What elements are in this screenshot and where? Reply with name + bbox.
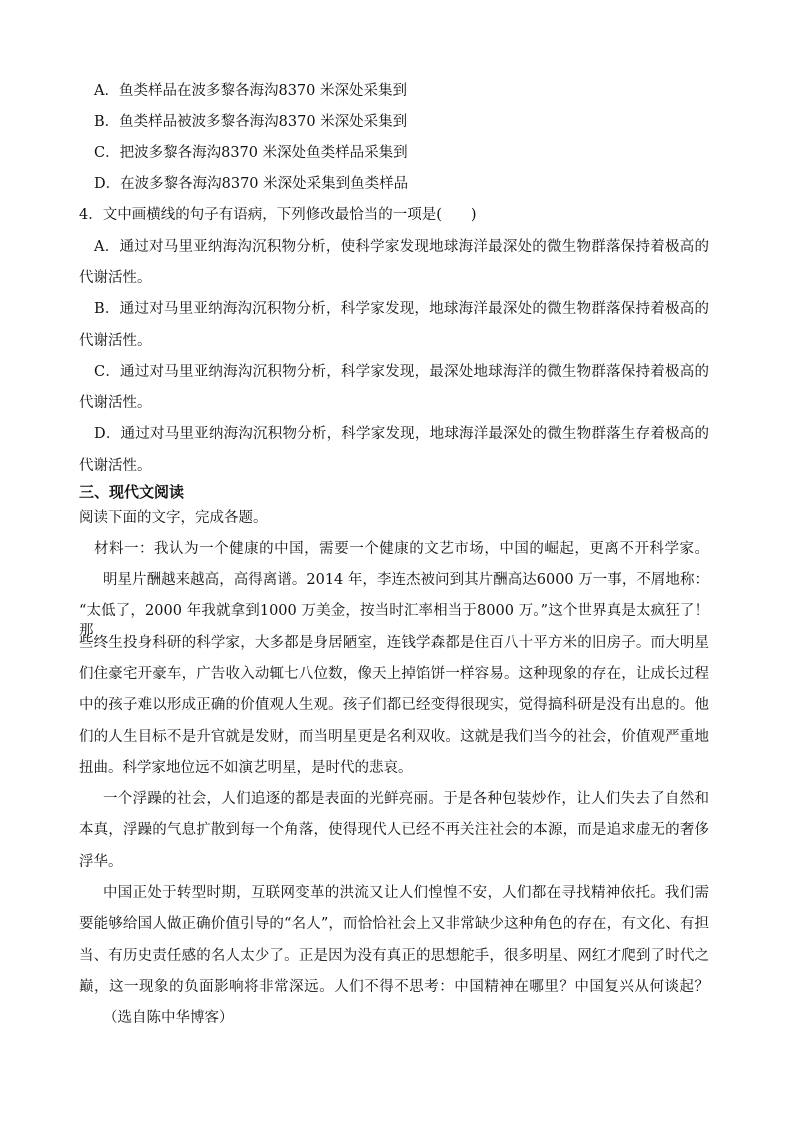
para1-line: 些终生投身科研的科学家，大多都是身居陋室，连钱学森都是住百八十平方米的旧房子。而大明星 <box>79 635 709 651</box>
q3-option-b: B．鱼类样品被波多黎各海沟8370 米深处采集到 <box>94 114 408 130</box>
para2-line: 浮华。 <box>79 854 123 870</box>
section-heading: 三、现代文阅读 <box>79 483 185 501</box>
para1-line: 中的孩子难以形成正确的价值观人生观。孩子们都已经变得很现实，觉得搞科研是没有出息的。他 <box>79 697 709 713</box>
source-citation: （选自陈中华博客） <box>103 1010 234 1026</box>
q4-option-c-line2: 代谢活性。 <box>79 395 152 411</box>
para3-line: 当、有历史责任感的名人太少了。正是因为没有真正的思想舵手，很多明星、网红才爬到了时代之 <box>79 948 709 964</box>
q4-option-b-line2: 代谢活性。 <box>79 333 152 349</box>
para3-line: 要能够给国人做正确价值引导的“名人”，而恰恰社会上又非常缺少这种角色的存在，有文化、有担 <box>79 916 709 932</box>
q3-option-a: A．鱼类样品在波多黎各海沟8370 米深处采集到 <box>94 83 407 99</box>
q4-option-a-line1: A．通过对马里亚纳海沟沉积物分析，使科学家发现地球海洋最深处的微生物群落保持着极高的 <box>94 239 709 255</box>
reading-instruction: 阅读下面的文字，完成各题。 <box>79 510 268 526</box>
q4-option-d-line2: 代谢活性。 <box>79 458 152 474</box>
q4-stem: 4．文中画横线的句子有语病，下列修改最恰当的一项是( ) <box>79 207 477 223</box>
para2-line: 一个浮躁的社会，人们追逐的都是表面的光鲜亮丽。于是各种包装炒作，让人们失去了自然和 <box>103 791 709 807</box>
para3-line: 巅，这一现象的负面影响将非常深远。人们不得不思考：中国精神在哪里？中国复兴从何谈起？ <box>79 979 709 995</box>
para1-line: 们的人生目标不是升官就是发财，而当明星更是名利双收。这就是我们当今的社会，价值观严重地 <box>79 729 709 745</box>
q4-option-c-line1: C．通过对马里亚纳海沟沉积物分析，科学家发现，最深处地球海洋的微生物群落保持着极高的 <box>94 364 709 380</box>
q4-option-b-line1: B．通过对马里亚纳海沟沉积物分析，科学家发现，地球海洋最深处的微生物群落保持着极高的 <box>94 301 709 317</box>
para1-line: 明星片酬越来越高，高得离谱。2014 年，李连杰被问到其片酬高达6000 万一事，不屑地称： <box>103 572 709 588</box>
para1-line: 扭曲。科学家地位远不如演艺明星，是时代的悲哀。 <box>79 760 413 776</box>
para2-line: 本真，浮躁的气息扩散到每一个角落，使得现代人已经不再关注社会的本源，而是追求虚无的奢侈 <box>79 822 709 838</box>
para3-line: 中国正处于转型时期，互联网变革的洪流又让人们惶惶不安，人们都在寻找精神依托。我们需 <box>103 885 709 901</box>
q4-option-d-line1: D．通过对马里亚纳海沟沉积物分析，科学家发现，地球海洋最深处的微生物群落生存着极高的 <box>94 426 709 442</box>
para1-line: “太低了，2000 年我就拿到1000 万美金，按当时汇率相当于8000 万。”这个世界真是太疯狂了！那 <box>79 603 709 639</box>
material1-intro: 材料一：我认为一个健康的中国，需要一个健康的文艺市场，中国的崛起，更离不开科学家。 <box>94 541 709 557</box>
para1-line: 们住豪宅开豪车，广告收入动辄七八位数，像天上掉馅饼一样容易。这种现象的存在，让成长过程 <box>79 666 709 682</box>
q3-option-d: D．在波多黎各海沟8370 米深处采集到鱼类样品 <box>94 176 409 192</box>
q3-option-c: C．把波多黎各海沟8370 米深处鱼类样品采集到 <box>94 145 408 161</box>
q4-option-a-line2: 代谢活性。 <box>79 270 152 286</box>
